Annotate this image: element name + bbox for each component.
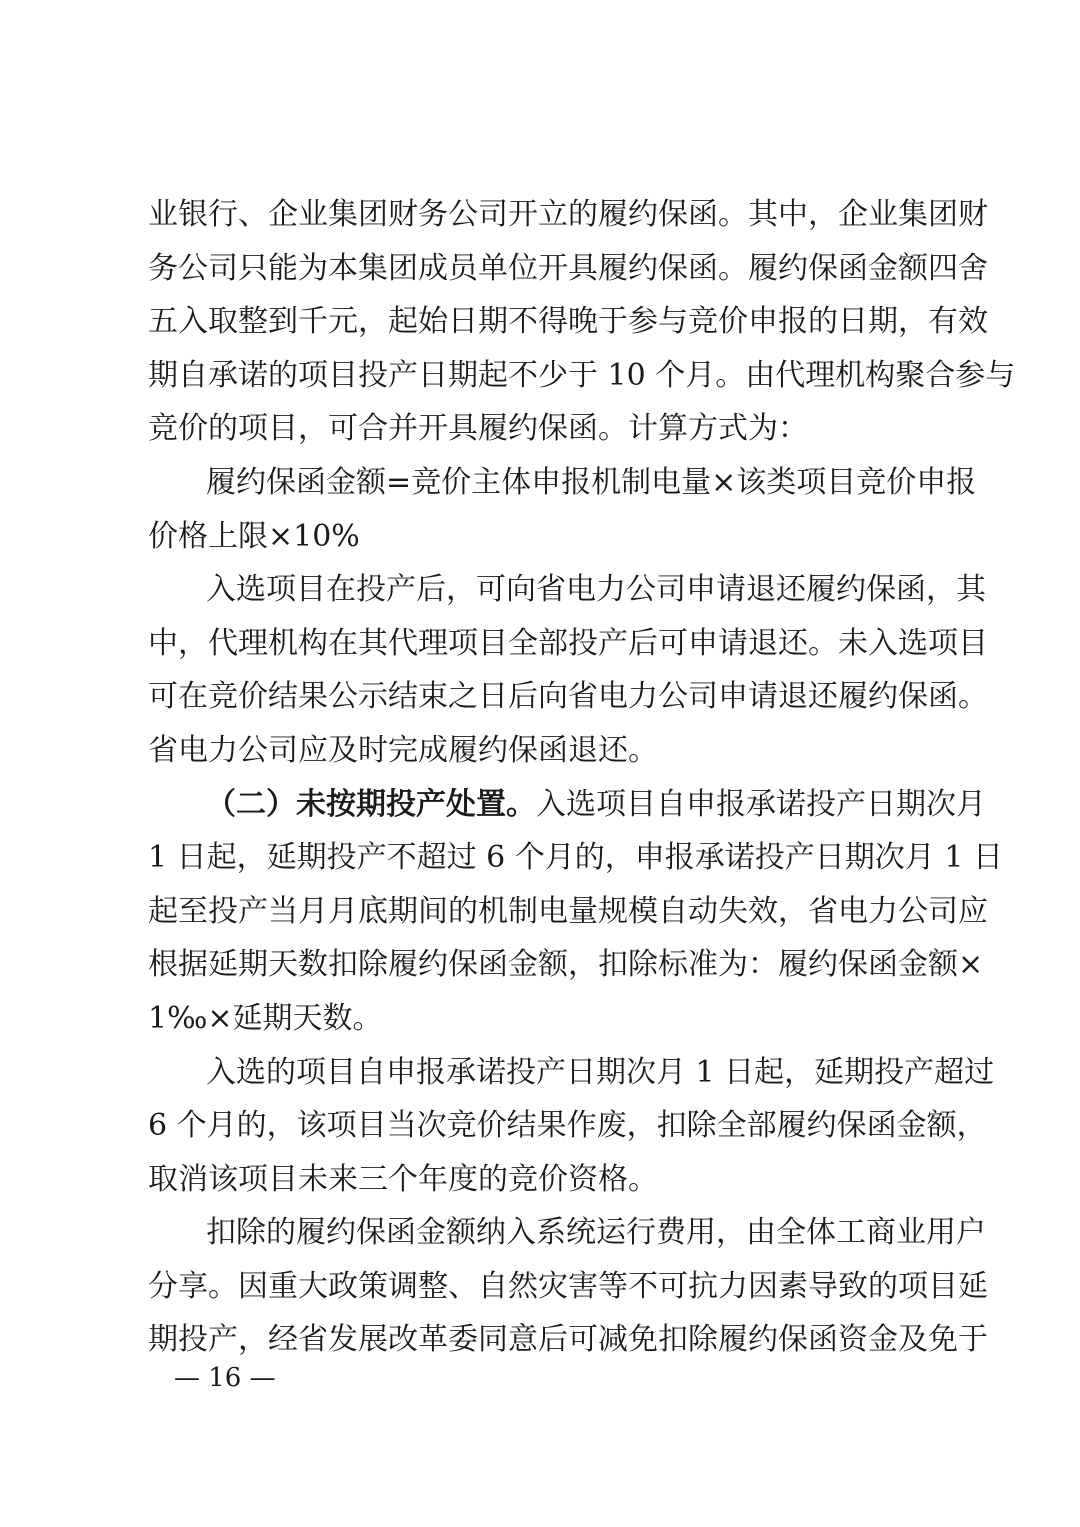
formula-line: 价格上限×10% xyxy=(148,518,360,554)
text-line: 入选项目在投产后，可向省电力公司申请退还履约保函，其 xyxy=(206,572,986,608)
text-line: 竞价的项目，可合并开具履约保函。计算方式为： xyxy=(148,411,808,447)
text-line: 根据延期天数扣除履约保函金额，扣除标准为：履约保函金额× xyxy=(148,947,984,983)
text-line: 起至投产当月月底期间的机制电量规模自动失效，省电力公司应 xyxy=(148,893,988,929)
text-line: 取消该项目未来三个年度的竞价资格。 xyxy=(148,1161,658,1197)
text-line: 期投产，经省发展改革委同意后可减免扣除履约保函资金及免于 xyxy=(148,1322,988,1358)
text-line: 1 日起，延期投产不超过 6 个月的，申报承诺投产日期次月 1 日 xyxy=(148,840,1003,876)
text-line: 扣除的履约保函金额纳入系统运行费用，由全体工商业用户 xyxy=(206,1215,986,1251)
text-line: 1‰×延期天数。 xyxy=(148,1000,383,1036)
document-body xyxy=(148,188,1016,1367)
text-line: 业银行、企业集团财务公司开立的履约保函。其中，企业集团财 xyxy=(148,197,988,232)
page-number: — 16 — xyxy=(174,1363,276,1393)
section-paragraph-start xyxy=(148,778,986,832)
text-line: 入选的项目自申报承诺投产日期次月 1 日起，延期投产超过 xyxy=(206,1054,995,1090)
text-line: 6 个月的，该项目当次竞价结果作废，扣除全部履约保函金额， xyxy=(148,1108,987,1144)
section-heading: （二）未按期投产处置。 xyxy=(206,786,536,822)
text-line: 期自承诺的项目投产日期起不少于 10 个月。由代理机构聚合参与 xyxy=(148,357,1016,393)
text-line: 五入取整到千元，起始日期不得晚于参与竞价申报的日期，有效 xyxy=(148,304,988,340)
text-line: 可在竞价结果公示结束之日后向省电力公司申请退还履约保函。 xyxy=(148,679,988,715)
text-line: 入选项目自申报承诺投产日期次月 xyxy=(536,786,986,822)
text-line: 务公司只能为本集团成员单位开具履约保函。履约保函金额四舍 xyxy=(148,250,988,286)
formula-line: 履约保函金额=竞价主体申报机制电量×该类项目竞价申报 xyxy=(206,464,977,500)
text-line: 省电力公司应及时完成履约保函退还。 xyxy=(148,732,658,768)
text-line: 分享。因重大政策调整、自然灾害等不可抗力因素导致的项目延 xyxy=(148,1268,988,1304)
text-line: 中，代理机构在其代理项目全部投产后可申请退还。未入选项目 xyxy=(148,625,988,661)
